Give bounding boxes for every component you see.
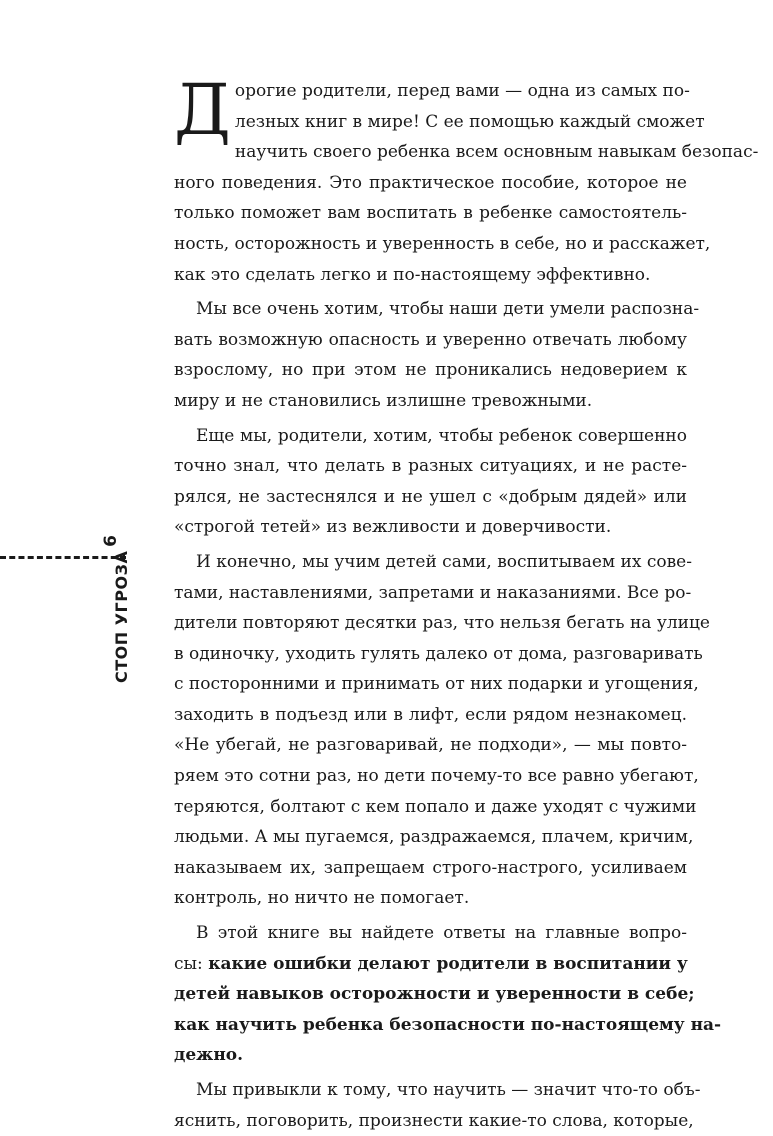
text-line: миру и не становились излишне тревожными. xyxy=(174,390,593,411)
text-line: теряются, болтают с кем попало и даже уходят с чужими xyxy=(174,796,697,817)
paragraph-6 xyxy=(174,1075,701,1136)
paragraph-3 xyxy=(174,421,687,543)
drop-cap: Д xyxy=(174,69,231,151)
running-section-title: СТОП УГРОЗА xyxy=(112,550,131,683)
text-line: «строгой тетей» из вежливости и доверчивости. xyxy=(174,517,612,538)
text-line: в одиночку, уходить гулять далеко от дома, разговаривать xyxy=(174,643,703,664)
text-line: с посторонними и принимать от них подарки и угощения, xyxy=(174,674,699,695)
text-line: заходить в подъезд или в лифт, если рядом незнакомец. xyxy=(174,704,687,725)
text-line: ного поведения. Это практическое пособие, которое не xyxy=(174,172,687,193)
text-line: рялся, не застеснялся и не ушел с «добрым дядей» или xyxy=(174,486,687,507)
paragraph-1 xyxy=(174,69,759,290)
text-line: людьми. А мы пугаемся, раздражаемся, плачем, кричим, xyxy=(174,827,694,848)
bold-text-line: дежно. xyxy=(174,1045,244,1066)
text-line: ность, осторожность и уверенность в себе, но и расскажет, xyxy=(174,233,711,254)
bold-text-line: детей навыков осторожности и уверенности в себе; xyxy=(174,984,695,1005)
text-line: как это сделать легко и по-настоящему эффективно. xyxy=(174,264,651,285)
text-line-mixed xyxy=(174,949,687,980)
text-line: научить своего ребенка всем основным навыкам безопас- xyxy=(234,142,759,163)
text-line: взрослому, но при этом не проникались недоверием к xyxy=(174,360,687,381)
text-line: только поможет вам воспитать в ребенке самостоятель- xyxy=(174,203,687,224)
text-line: дители повторяют десятки раз, что нельзя бегать на улице xyxy=(174,613,710,634)
text-line: лезных книг в мире! С ее помощью каждый сможет xyxy=(234,111,705,132)
text-line: тами, наставлениями, запретами и наказаниями. Все ро- xyxy=(174,582,692,603)
text-line: ряем это сотни раз, но дети почему-то все равно убегают, xyxy=(174,766,699,787)
text-line: В этой книге вы найдете ответы на главные вопро- xyxy=(196,923,687,944)
paragraph-2 xyxy=(174,294,700,416)
bold-text-line: как научить ребенка безопасности по-настоящему на- xyxy=(174,1014,722,1035)
text-line: вать возможную опасность и уверенно отвечать любому xyxy=(174,329,687,350)
page-number: 6 xyxy=(101,535,121,547)
body-text xyxy=(174,69,759,1136)
text-run: сы: xyxy=(174,953,209,974)
text-line: Еще мы, родители, хотим, чтобы ребенок совершенно xyxy=(196,425,687,446)
text-line: И конечно, мы учим детей сами, воспитываем их сове- xyxy=(196,551,692,572)
paragraph-4 xyxy=(174,547,710,914)
bold-text-run: какие ошибки делают родители в воспитании у xyxy=(208,953,688,974)
dashed-divider xyxy=(0,556,126,559)
text-line: яснить, поговорить, произнести какие-то слова, которые, xyxy=(174,1110,694,1131)
text-line: наказываем их, запрещаем строго-настрого, усиливаем xyxy=(174,857,687,878)
text-line: орогие родители, перед вами — одна из самых по- xyxy=(234,81,690,101)
text-line: Мы привыкли к тому, что научить — значит что-то объ- xyxy=(196,1080,701,1100)
text-line: Мы все очень хотим, чтобы наши дети умели распозна- xyxy=(196,299,700,320)
text-line: «Не убегай, не разговаривай, не подходи», — мы повто- xyxy=(174,735,687,756)
paragraph-5 xyxy=(174,918,722,1071)
text-line: точно знал, что делать в разных ситуациях, и не расте- xyxy=(174,456,687,477)
text-line: контроль, но ничто не помогает. xyxy=(174,888,470,909)
